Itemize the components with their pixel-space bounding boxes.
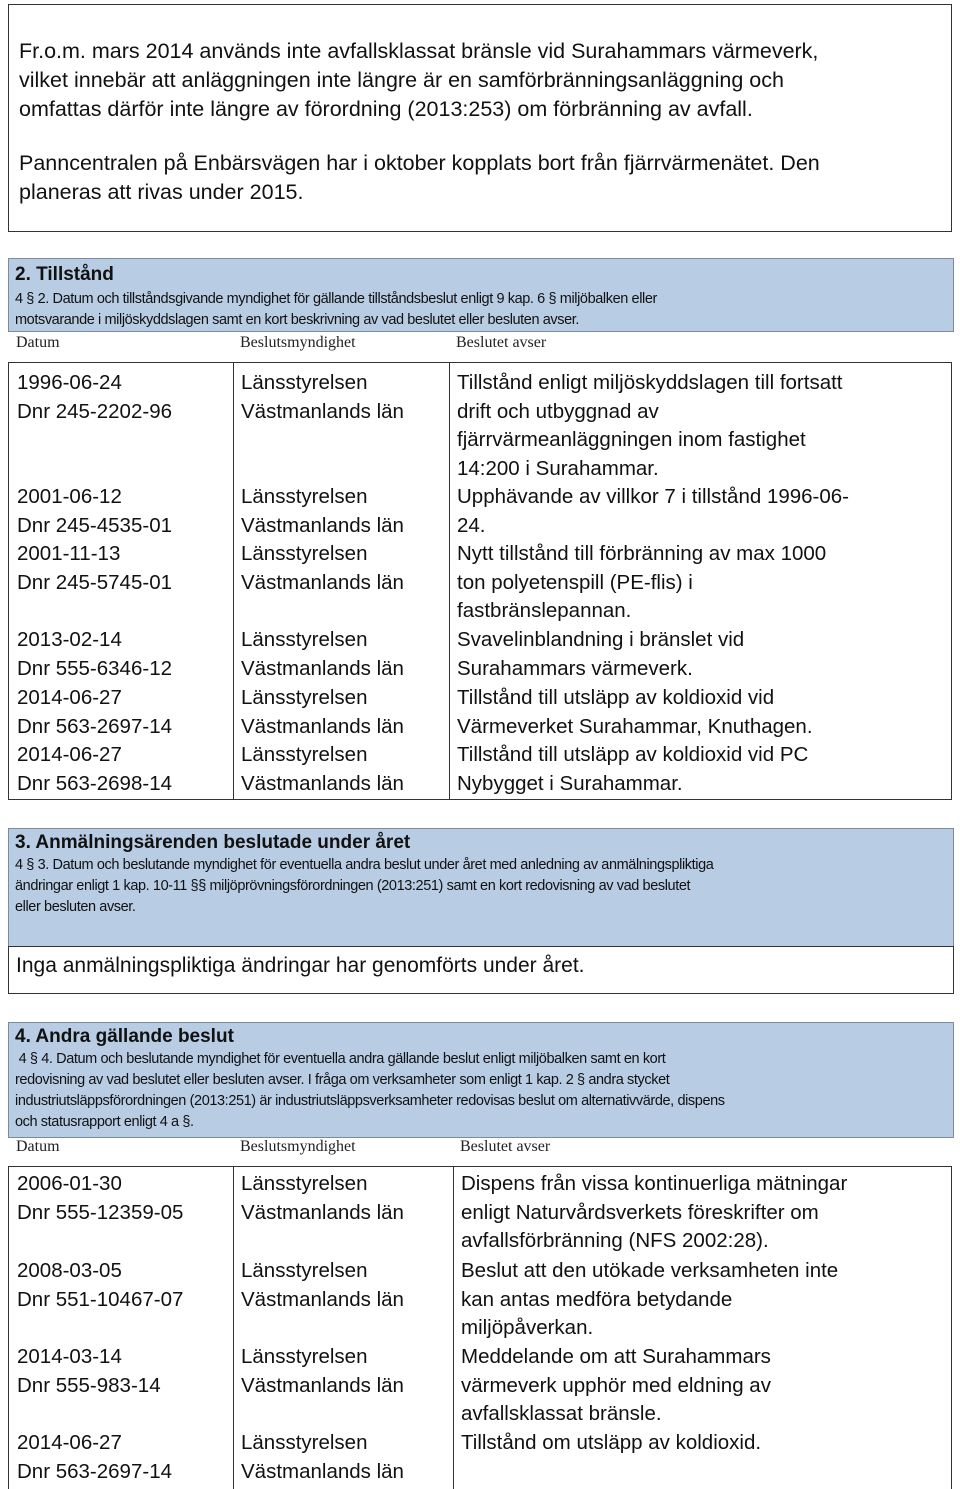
desc-line: motsvarande i miljöskyddslagen samt en kort beskrivning av vad beslutet eller besluten avser. (15, 312, 580, 328)
authority-name: Länsstyrelsen (241, 1259, 368, 1282)
desc-line: Surahammars värmeverk. (457, 656, 693, 680)
desc-line: Meddelande om att Surahammars (461, 1345, 771, 1368)
table-row-date (17, 626, 172, 683)
authority-county: Västmanlands län (241, 656, 404, 680)
authority-county: Västmanlands län (241, 714, 404, 738)
other-decisions-table (8, 1166, 952, 1489)
desc-line: Beslut att den utökade verksamheten inte (461, 1259, 839, 1282)
decision-dnr: Dnr 245-5745-01 (17, 570, 172, 594)
desc-line: och statusrapport enligt 4 a §. (15, 1114, 194, 1130)
authority-county: Västmanlands län (241, 771, 404, 795)
table-row-date (17, 540, 172, 597)
authority-county: Västmanlands län (241, 399, 404, 423)
decision-date: 2008-03-05 (17, 1259, 122, 1282)
desc-line: redovisning av vad beslutet eller besluten avser. I fråga om verksamheter som enligt 1 kap. 2 § andra stycket (15, 1072, 670, 1088)
table-row-date (17, 1343, 161, 1400)
table-row-description (461, 1343, 771, 1429)
table-row-date (17, 684, 172, 741)
section-4-description (15, 1049, 725, 1133)
decision-dnr: Dnr 245-4535-01 (17, 513, 172, 537)
col-header-beslutet-avser: Beslutet avser (460, 1138, 551, 1155)
decision-dnr: Dnr 555-12359-05 (17, 1200, 184, 1224)
column-divider (233, 363, 234, 799)
desc-line: Upphävande av villkor 7 i tillstånd 1996-06- (457, 485, 850, 508)
decision-dnr: Dnr 555-983-14 (17, 1373, 161, 1397)
authority-name: Länsstyrelsen (241, 542, 368, 565)
permits-table (8, 362, 952, 800)
column-divider (449, 363, 450, 799)
desc-line: 4 § 4. Datum och beslutande myndighet för eventuella andra gällande beslut enligt miljöbalken samt en kort (15, 1051, 666, 1067)
table-row-authority (241, 1257, 404, 1314)
authority-name: Länsstyrelsen (241, 743, 368, 766)
decision-date: 1996-06-24 (17, 371, 122, 394)
intro-line: Fr.o.m. mars 2014 används inte avfallsklassat bränsle vid Surahammars värmeverk, (19, 39, 819, 63)
table-row-authority (241, 1343, 404, 1400)
table-row-date (17, 1429, 172, 1486)
desc-line: eller besluten avser. (15, 899, 136, 915)
desc-line: kan antas medföra betydande (461, 1287, 733, 1311)
section-3-statement: Inga anmälningspliktiga ändringar har genomförts under året. (16, 954, 585, 977)
desc-line: Dispens från vissa kontinuerliga mätningar (461, 1172, 848, 1195)
section-4-header (8, 1022, 954, 1138)
authority-county: Västmanlands län (241, 1200, 404, 1224)
section-4-title: 4. Andra gällande beslut (15, 1026, 234, 1047)
intro-paragraph-2 (19, 149, 820, 207)
col-header-beslutsmyndighet: Beslutsmyndighet (240, 1138, 356, 1155)
table-row-authority (241, 684, 404, 741)
decision-date: 2014-06-27 (17, 743, 122, 766)
intro-line: planeras att rivas under 2015. (19, 180, 304, 204)
desc-line: avfallsklassat bränsle. (461, 1402, 662, 1426)
authority-name: Länsstyrelsen (241, 485, 368, 508)
table-row-authority (241, 369, 404, 426)
table-row-description (457, 540, 826, 626)
table-row-description (457, 483, 849, 540)
authority-county: Västmanlands län (241, 570, 404, 594)
desc-line: miljöpåverkan. (461, 1316, 594, 1340)
col-header-beslutet-avser: Beslutet avser (456, 334, 547, 351)
table-row-date (17, 741, 172, 798)
intro-line: Panncentralen på Enbärsvägen har i oktober kopplats bort från fjärrvärmenätet. Den (19, 151, 820, 175)
decision-dnr: Dnr 563-2698-14 (17, 771, 172, 795)
intro-box (8, 4, 952, 232)
authority-name: Länsstyrelsen (241, 1431, 368, 1454)
table-row-authority (241, 1170, 404, 1227)
desc-line: 4 § 2. Datum och tillståndsgivande myndighet för gällande tillståndsbeslut enligt 9 kap. 6 § miljöbalken eller (15, 291, 657, 307)
table-row-date (17, 369, 172, 426)
authority-county: Västmanlands län (241, 1459, 404, 1483)
table-row-authority (241, 741, 404, 798)
desc-line: värmeverk upphör med eldning av (461, 1373, 771, 1397)
section-3-header (8, 828, 954, 948)
authority-name: Länsstyrelsen (241, 371, 368, 394)
section-2-header (8, 258, 954, 332)
table-row-authority (241, 1429, 404, 1486)
col-header-datum: Datum (16, 1138, 60, 1155)
authority-county: Västmanlands län (241, 1373, 404, 1397)
desc-line: industriutsläppsförordningen (2013:251) är industriutsläppsverksamheter redovisas beslut om alternativvärde, dispens (15, 1093, 725, 1109)
table-row-description (461, 1429, 761, 1458)
decision-dnr: Dnr 555-6346-12 (17, 656, 172, 680)
desc-line: Svavelinblandning i bränslet vid (457, 628, 745, 651)
desc-line: fjärrvärmeanläggningen inom fastighet (457, 428, 806, 452)
authority-county: Västmanlands län (241, 513, 404, 537)
decision-date: 2006-01-30 (17, 1172, 122, 1195)
col-header-beslutsmyndighet: Beslutsmyndighet (240, 334, 356, 351)
col-header-datum: Datum (16, 334, 60, 351)
authority-name: Länsstyrelsen (241, 686, 368, 709)
desc-line: Tillstånd till utsläpp av koldioxid vid PC (457, 743, 809, 766)
table-row-description (461, 1257, 838, 1343)
table-row-authority (241, 483, 404, 540)
table-row-date (17, 1257, 183, 1314)
desc-line: 4 § 3. Datum och beslutande myndighet för eventuella andra beslut under året med anledning av anmälningspliktiga (15, 857, 714, 873)
column-divider (233, 1167, 234, 1489)
desc-line: ändringar enligt 1 kap. 10-11 §§ miljöprövningsförordningen (2013:251) samt en kort redovisning av vad beslutet (15, 878, 691, 894)
authority-name: Länsstyrelsen (241, 1345, 368, 1368)
table-row-description (457, 626, 744, 683)
decision-dnr: Dnr 563-2697-14 (17, 714, 172, 738)
table-row-authority (241, 540, 404, 597)
desc-line: Nytt tillstånd till förbränning av max 1000 (457, 542, 827, 565)
decision-date: 2014-03-14 (17, 1345, 122, 1368)
table-row-description (457, 741, 808, 798)
section-2-description (15, 289, 657, 331)
table-row-description (461, 1170, 847, 1256)
table-row-description (457, 369, 843, 484)
desc-line: Nybygget i Surahammar. (457, 771, 683, 795)
section-2-title: 2. Tillstånd (15, 264, 114, 285)
table-row-date (17, 1170, 183, 1227)
table-row-description (457, 684, 813, 741)
desc-line: avfallsförbränning (NFS 2002:28). (461, 1229, 769, 1253)
desc-line: 24. (457, 513, 486, 537)
desc-line: fastbränslepannan. (457, 599, 632, 623)
authority-name: Länsstyrelsen (241, 1172, 368, 1195)
desc-line: Tillstånd om utsläpp av koldioxid. (461, 1431, 762, 1454)
decision-date: 2013-02-14 (17, 628, 122, 651)
decision-date: 2001-06-12 (17, 485, 122, 508)
decision-dnr: Dnr 245-2202-96 (17, 399, 172, 423)
decision-dnr: Dnr 563-2697-14 (17, 1459, 172, 1483)
intro-line: vilket innebär att anläggningen inte längre är en samförbränningsanläggning och (19, 68, 784, 92)
desc-line: 14:200 i Surahammar. (457, 457, 659, 481)
column-divider (453, 1167, 454, 1489)
intro-line: omfattas därför inte längre av förordning (2013:253) om förbränning av avfall. (19, 97, 753, 121)
desc-line: drift och utbyggnad av (457, 399, 659, 423)
table-row-authority (241, 626, 404, 683)
decision-date: 2001-11-13 (17, 542, 121, 565)
intro-paragraph-1 (19, 37, 818, 124)
authority-county: Västmanlands län (241, 1287, 404, 1311)
section-3-title: 3. Anmälningsärenden beslutade under året (15, 832, 411, 853)
desc-line: ton polyetenspill (PE-flis) i (457, 570, 693, 594)
decision-date: 2014-06-27 (17, 1431, 122, 1454)
desc-line: enligt Naturvårdsverkets föreskrifter om (461, 1200, 819, 1224)
decision-dnr: Dnr 551-10467-07 (17, 1287, 184, 1311)
authority-name: Länsstyrelsen (241, 628, 368, 651)
desc-line: Tillstånd till utsläpp av koldioxid vid (457, 686, 775, 709)
table-row-date (17, 483, 172, 540)
section-3-description (15, 855, 713, 918)
desc-line: Värmeverket Surahammar, Knuthagen. (457, 714, 813, 738)
desc-line: Tillstånd enligt miljöskyddslagen till fortsatt (457, 371, 843, 394)
decision-date: 2014-06-27 (17, 686, 122, 709)
section-3-body (8, 946, 954, 994)
